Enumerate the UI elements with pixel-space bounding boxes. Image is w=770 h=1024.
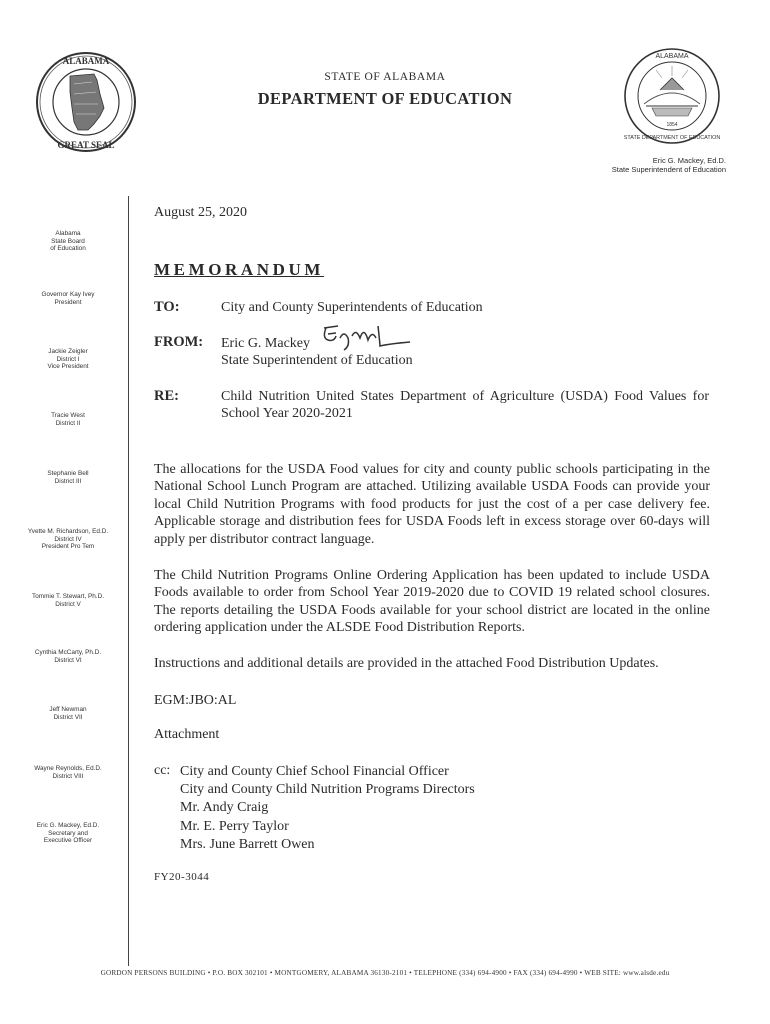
board-member-name: Stephanie Bell: [47, 470, 89, 477]
memo-title: MEMORANDUM: [154, 260, 325, 279]
cc-recipient: City and County Chief School Financial Officer: [180, 764, 449, 779]
cc-recipient: Mrs. June Barrett Owen: [180, 836, 315, 852]
board-member-name: Tracie West: [51, 412, 85, 419]
superintendent-block: [612, 156, 726, 174]
svg-text:STATE DEPARTMENT OF EDUCATION: STATE DEPARTMENT OF EDUCATION: [623, 135, 721, 141]
memo-date: August 25, 2020: [154, 205, 247, 220]
to-recipients: City and County Superintendents of Education: [221, 300, 483, 315]
cc-list: [180, 763, 475, 854]
svg-text:ALABAMA: ALABAMA: [62, 56, 110, 66]
board-member-role: District III: [54, 477, 82, 485]
board-member-role: District VII: [53, 713, 83, 721]
board-member-name: Yvette M. Richardson, Ed.D.: [27, 528, 109, 535]
board-member-name: Eric G. Mackey, Ed.D.: [36, 822, 100, 829]
reference-initials: EGM:JBO:AL: [154, 693, 237, 708]
svg-text:ALABAMA: ALABAMA: [655, 53, 689, 60]
body-paragraph: Instructions and additional details are provided in the attached Food Distribution Updates.: [154, 656, 659, 671]
footer-address: GORDON PERSONS BUILDING • P.O. BOX 302101 • MONTGOMERY, ALABAMA 36130-2101 • TELEPHONE (334) 694-4900 • FAX (334) 694-4990 • WEB SITE: www.alsde.edu: [100, 969, 670, 977]
board-member-role: District IV: [54, 535, 82, 543]
board-member-role: District VI: [54, 656, 82, 664]
board-member: [18, 412, 118, 427]
state-heading: STATE OF ALABAMA: [324, 71, 446, 83]
file-number: FY20-3044: [154, 871, 210, 883]
cc-recipient: Mr. Andy Craig: [180, 800, 269, 816]
board-member-role: District II: [55, 419, 81, 427]
board-member-role: President: [54, 298, 82, 306]
svg-text:GREAT SEAL: GREAT SEAL: [57, 140, 115, 150]
vertical-divider: [128, 196, 129, 966]
from-label: FROM:: [154, 334, 204, 350]
board-member-role: District I: [56, 355, 80, 363]
board-member-role: District VIII: [52, 772, 84, 780]
cc-label: cc:: [154, 763, 171, 778]
board-member-role: Secretary and: [48, 829, 88, 837]
svg-text:1854: 1854: [666, 122, 678, 128]
body-paragraph: The allocations for the USDA Food values for city and county public schools participating in the National School Lunch Program are attached. Utilizing available USDA Foods can provide your local Child Nutrition Programs with food products for just the cost of a per case delivery fee. Applicable storage and distribution fees for USDA Foods left in excess storage over 60-days will apply per distributor contract language.: [154, 462, 710, 547]
from-title: State Superintendent of Education: [221, 353, 413, 368]
board-member: [18, 348, 118, 371]
attachment-note: Attachment: [154, 727, 220, 742]
from-name: Eric G. Mackey: [221, 336, 311, 351]
board-member: [18, 649, 118, 664]
board-member-role: District V: [55, 600, 81, 608]
board-member: [18, 765, 118, 780]
department-heading: DEPARTMENT OF EDUCATION: [257, 89, 513, 108]
board-member: [18, 822, 118, 845]
cc-recipient: City and County Child Nutrition Programs Directors: [180, 782, 475, 798]
board-member-role: Vice President: [47, 363, 89, 371]
board-member: [18, 528, 118, 551]
board-member: [18, 593, 118, 608]
superintendent-title: State Superintendent of Education: [611, 165, 726, 174]
board-member: [18, 706, 118, 721]
superintendent-name: Eric G. Mackey, Ed.D.: [652, 156, 726, 165]
board-member-name: Cynthia McCarty, Ph.D.: [34, 649, 102, 656]
signature: [314, 316, 418, 358]
board-member: [18, 291, 118, 306]
re-label: RE:: [154, 388, 179, 404]
to-label: TO:: [154, 299, 180, 315]
board-member-name: Governor Kay Ivey: [41, 291, 95, 298]
board-member-name: Jackie Zeigler: [48, 348, 88, 355]
board-member-name: Jeff Newman: [49, 706, 87, 713]
board-member-name: Wayne Reynolds, Ed.D.: [34, 765, 102, 772]
re-subject: Child Nutrition United States Department of Agriculture (USDA) Food Values for School Year 2020-2021: [221, 389, 709, 421]
board-member-role: Executive Officer: [43, 837, 93, 845]
board-member-name: Tommie T. Stewart, Ph.D.: [32, 593, 104, 600]
board-member: [18, 470, 118, 485]
board-member-role: President Pro Tem: [41, 543, 95, 551]
board-heading: Alabama State Board of Education: [50, 230, 86, 253]
cc-recipient: Mr. E. Perry Taylor: [180, 818, 289, 834]
body-paragraph: The Child Nutrition Programs Online Ordering Application has been updated to include USDA Foods available to order from School Year 2019-2020 due to COVID 19 related school closures. The reports detailing the USDA Foods available for your school district are located in the online ordering application under the ALSDE Food Distribution Reports.: [154, 568, 710, 636]
